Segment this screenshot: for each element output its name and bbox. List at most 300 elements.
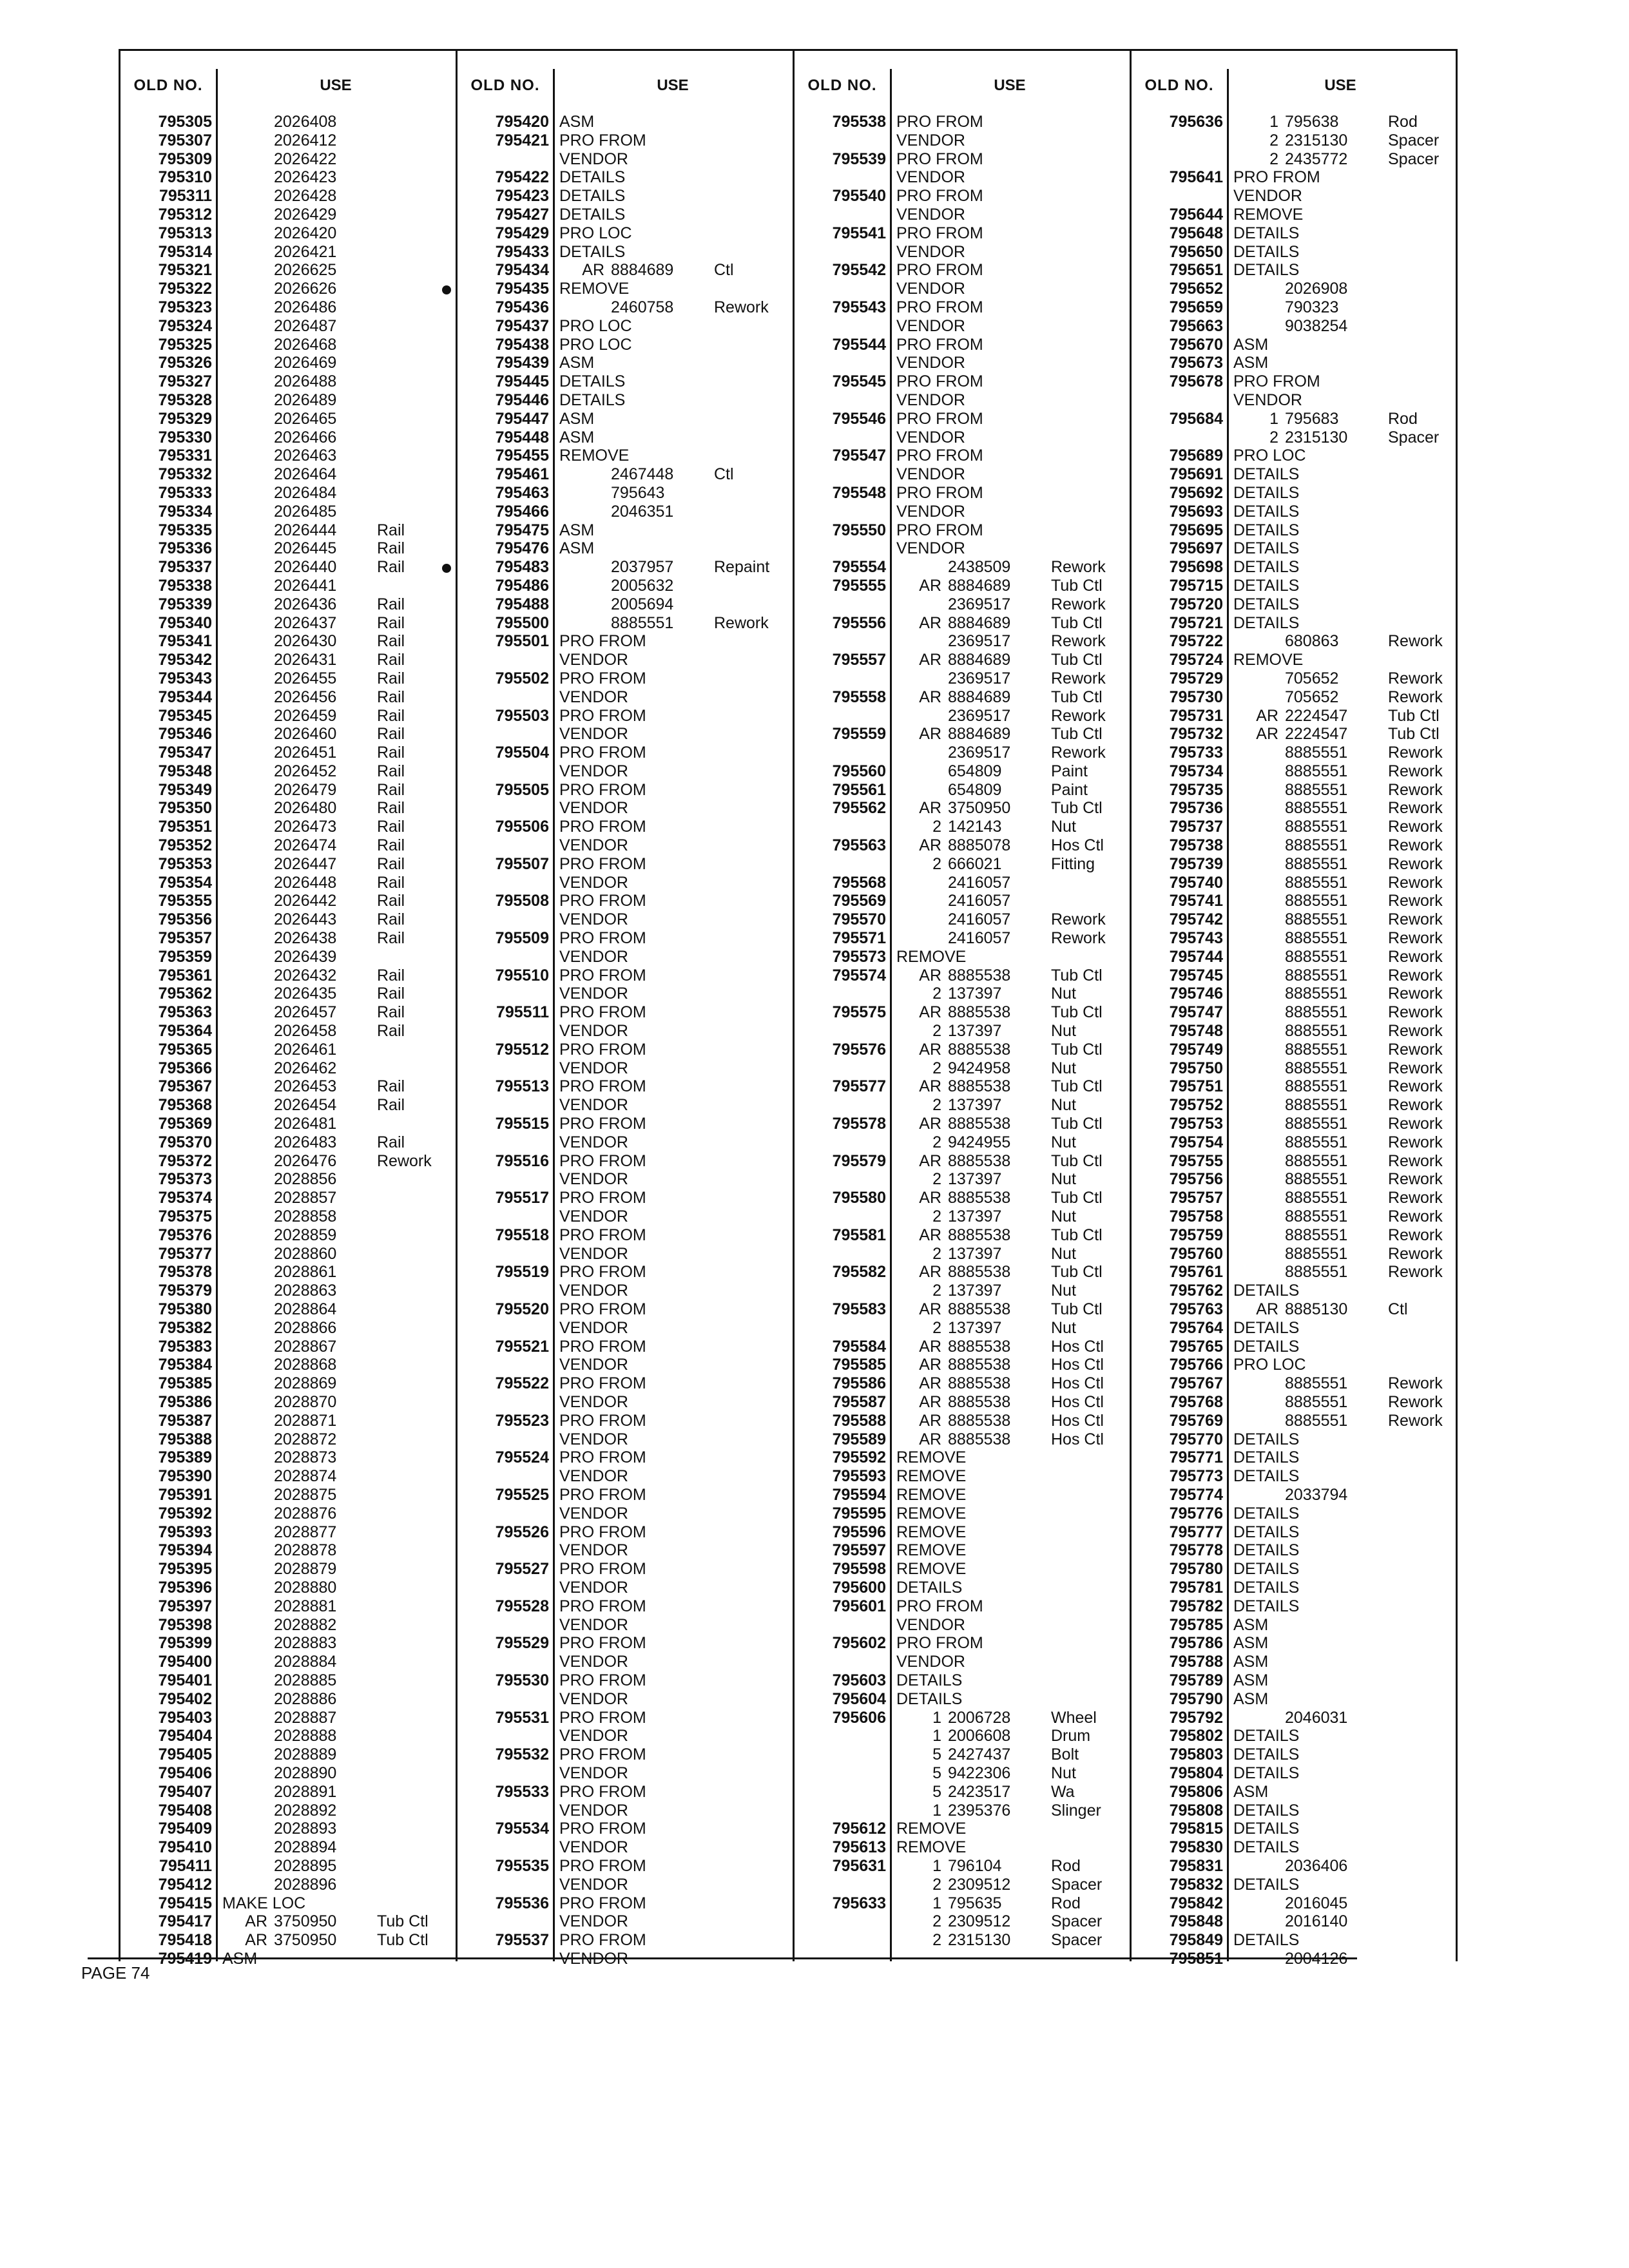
use-description: Tub Ctl <box>1051 576 1103 595</box>
table-row <box>120 1115 456 1133</box>
use-action: ASM <box>1233 1634 1269 1653</box>
use-action: PRO FROM <box>896 483 983 502</box>
table-row <box>458 1745 793 1764</box>
old-number: 795539 <box>832 149 886 168</box>
bottom-rule <box>88 1957 1357 1959</box>
use-action: VENDOR <box>559 1615 628 1634</box>
old-number: 795388 <box>158 1430 212 1448</box>
table-row <box>458 206 793 224</box>
use-part-number: 2028863 <box>274 1282 337 1300</box>
use-part-number: 8885538 <box>948 1392 1011 1411</box>
use-description: Rail <box>377 910 405 929</box>
table-row <box>795 168 1130 187</box>
use-part-number: 795683 <box>1285 409 1339 428</box>
use-action: DETAILS <box>559 390 626 409</box>
use-part-number: 137397 <box>948 1207 1002 1226</box>
use-action: VENDOR <box>559 1207 628 1226</box>
old-number: 795332 <box>158 465 212 484</box>
use-action: ASM <box>559 539 595 558</box>
old-number: 795740 <box>1169 873 1223 892</box>
use-part-number: 8885538 <box>948 1003 1011 1022</box>
use-part-number: 8885551 <box>1285 1244 1348 1263</box>
table-row <box>1132 1448 1454 1467</box>
use-description: Tub Ctl <box>1051 1151 1103 1170</box>
old-number: 795353 <box>158 854 212 873</box>
use-description: Rail <box>377 744 405 762</box>
use-part-number: 2369517 <box>948 632 1011 651</box>
table-row <box>1132 1356 1454 1374</box>
use-action: DETAILS <box>1233 1578 1300 1597</box>
table-row <box>120 150 456 169</box>
table-row <box>458 1430 793 1449</box>
old-number: 795659 <box>1169 298 1223 316</box>
table-row <box>1132 1152 1454 1171</box>
table-row <box>458 1616 793 1635</box>
use-quantity: AR <box>919 1356 941 1374</box>
old-number: 795486 <box>495 576 549 595</box>
old-number: 795510 <box>495 966 549 985</box>
table-row <box>1132 1894 1454 1913</box>
old-number: 795733 <box>1169 744 1223 762</box>
use-part-number: 8885551 <box>1285 1411 1348 1430</box>
use-part-number: 2028881 <box>274 1597 337 1615</box>
old-number: 795648 <box>1169 224 1223 242</box>
use-description: Hos Ctl <box>1051 1356 1104 1374</box>
use-action: ASM <box>1233 1615 1269 1634</box>
table-row <box>458 539 793 558</box>
use-part-number: 8884689 <box>948 687 1011 706</box>
use-action: VENDOR <box>559 836 628 855</box>
use-part-number: 2369517 <box>948 669 1011 687</box>
use-part-number: 2309512 <box>948 1875 1011 1894</box>
use-quantity: AR <box>919 725 941 744</box>
table-row <box>458 298 793 317</box>
use-action: PRO FROM <box>559 780 646 799</box>
table-row <box>120 1764 456 1783</box>
use-action: DETAILS <box>896 1671 963 1689</box>
use-description: Rework <box>377 1151 432 1170</box>
old-number: 795513 <box>495 1077 549 1096</box>
table-row <box>458 1912 793 1931</box>
table-row <box>1132 1059 1454 1078</box>
use-description: Tub Ctl <box>1388 706 1440 725</box>
use-part-number: 8885538 <box>948 1300 1011 1318</box>
table-row <box>1132 539 1454 558</box>
old-number: 795370 <box>158 1133 212 1151</box>
old-number: 795561 <box>832 780 886 799</box>
table-row <box>1132 1115 1454 1133</box>
old-number: 795366 <box>158 1059 212 1077</box>
use-header: USE <box>1324 77 1356 94</box>
table-row <box>795 1077 1130 1096</box>
use-description: Rework <box>1388 1170 1443 1189</box>
use-part-number: 2026451 <box>274 744 337 762</box>
table-row <box>795 1579 1130 1597</box>
table-row <box>1132 131 1454 150</box>
use-action: DETAILS <box>559 242 626 261</box>
column-header <box>120 51 456 104</box>
use-description: Rework <box>1388 1003 1443 1022</box>
old-number: 795341 <box>158 632 212 651</box>
table-row <box>1132 1133 1454 1152</box>
use-quantity: 2 <box>932 818 941 836</box>
old-number: 795589 <box>832 1430 886 1448</box>
old-number: 795596 <box>832 1523 886 1541</box>
table-row <box>795 521 1130 540</box>
use-part-number: 2028878 <box>274 1541 337 1560</box>
table-row <box>120 1245 456 1264</box>
old-number: 795544 <box>832 335 886 354</box>
table-row <box>458 1022 793 1041</box>
use-quantity: 2 <box>1269 428 1278 447</box>
old-number: 795427 <box>495 205 549 224</box>
table-column-1 <box>120 51 458 1968</box>
use-action: PRO FROM <box>559 929 646 948</box>
use-action: DETAILS <box>1233 1430 1300 1448</box>
old-number: 795419 <box>158 1949 212 1968</box>
use-action: VENDOR <box>1233 187 1302 206</box>
table-row <box>458 1876 793 1894</box>
use-description: Rail <box>377 836 405 855</box>
use-part-number: 8885551 <box>1285 929 1348 948</box>
old-number: 795737 <box>1169 818 1223 836</box>
use-part-number: 8885551 <box>1285 985 1348 1003</box>
table-row <box>1132 1170 1454 1189</box>
old-number: 795511 <box>496 1003 549 1022</box>
use-action: PRO FROM <box>559 818 646 836</box>
table-row <box>120 577 456 595</box>
use-part-number: 2026488 <box>274 372 337 391</box>
old-number: 795356 <box>158 910 212 929</box>
table-row <box>795 874 1130 892</box>
use-action: PRO FROM <box>559 1597 646 1615</box>
old-number: 795339 <box>158 595 212 613</box>
table-row <box>1132 669 1454 688</box>
use-part-number: 8885551 <box>1285 1096 1348 1115</box>
use-part-number: 2028894 <box>274 1838 337 1857</box>
old-number: 795695 <box>1169 521 1223 539</box>
use-part-number: 2028883 <box>274 1634 337 1653</box>
table-row <box>795 187 1130 206</box>
table-row <box>1132 1041 1454 1059</box>
old-number: 795760 <box>1169 1244 1223 1263</box>
use-description: Spacer <box>1388 131 1440 149</box>
old-number: 795420 <box>495 113 549 131</box>
old-number: 795325 <box>158 335 212 354</box>
use-part-number: 2026484 <box>274 483 337 502</box>
old-number: 795542 <box>832 261 886 280</box>
use-description: Rework <box>1051 929 1106 948</box>
old-number: 795574 <box>832 966 886 985</box>
table-row <box>120 521 456 540</box>
use-part-number: 3750950 <box>948 799 1011 818</box>
table-row <box>795 465 1130 484</box>
use-description: Rail <box>377 762 405 780</box>
use-action: REMOVE <box>896 947 967 966</box>
table-row <box>458 113 793 131</box>
table-row <box>458 1690 793 1709</box>
use-action: VENDOR <box>896 205 965 224</box>
old-number: 795555 <box>832 576 886 595</box>
old-number: 795350 <box>158 799 212 818</box>
use-description: Nut <box>1051 818 1076 836</box>
use-description: Spacer <box>1051 1931 1103 1950</box>
old-number: 795678 <box>1169 372 1223 391</box>
use-part-number: 2028869 <box>274 1374 337 1393</box>
table-row <box>795 910 1130 929</box>
old-number: 795593 <box>832 1467 886 1486</box>
old-number: 795343 <box>158 669 212 687</box>
use-part-number: 8885551 <box>1285 762 1348 780</box>
old-number: 795729 <box>1169 669 1223 687</box>
old-number: 795692 <box>1169 483 1223 502</box>
use-description: Nut <box>1051 1763 1076 1782</box>
use-quantity: AR <box>919 1077 941 1096</box>
use-description: Rework <box>1388 1096 1443 1115</box>
column-header <box>795 51 1130 104</box>
old-number: 795519 <box>495 1263 549 1282</box>
table-row <box>795 1448 1130 1467</box>
use-description: Rod <box>1051 1894 1081 1912</box>
table-row <box>795 1430 1130 1449</box>
table-row <box>458 317 793 336</box>
use-action: PRO FROM <box>896 187 983 206</box>
old-number: 795391 <box>158 1485 212 1504</box>
table-row <box>795 484 1130 503</box>
use-description: Rod <box>1388 409 1418 428</box>
old-number: 795752 <box>1169 1096 1223 1115</box>
use-part-number: 2026453 <box>274 1077 337 1096</box>
old-number: 795352 <box>158 836 212 855</box>
use-action: ASM <box>1233 335 1269 354</box>
use-part-number: 8885551 <box>1285 1077 1348 1096</box>
use-description: Rework <box>1388 687 1443 706</box>
use-action: PRO FROM <box>896 261 983 280</box>
table-row <box>1132 1226 1454 1245</box>
use-description: Rail <box>377 854 405 873</box>
table-row <box>120 614 456 633</box>
table-row <box>120 910 456 929</box>
table-row <box>458 354 793 372</box>
use-quantity: AR <box>919 1374 941 1393</box>
use-description: Spacer <box>1388 149 1440 168</box>
use-action: DETAILS <box>1233 595 1300 613</box>
table-row <box>795 410 1130 428</box>
old-number: 795405 <box>158 1745 212 1764</box>
use-description: Rail <box>377 706 405 725</box>
old-number: 795831 <box>1169 1856 1223 1875</box>
old-number: 795748 <box>1169 1022 1223 1041</box>
old-number: 795536 <box>495 1894 549 1912</box>
use-part-number: 2467448 <box>611 465 674 484</box>
use-part-number: 705652 <box>1285 687 1339 706</box>
use-part-number: 2026430 <box>274 632 337 651</box>
old-number: 795394 <box>158 1541 212 1560</box>
table-row <box>1132 1690 1454 1709</box>
use-description: Rework <box>1388 985 1443 1003</box>
table-row <box>1132 484 1454 503</box>
old-number: 795311 <box>159 187 212 206</box>
use-description: Rework <box>1051 558 1106 577</box>
table-row <box>1132 929 1454 948</box>
use-part-number: 2026412 <box>274 131 337 149</box>
table-row <box>795 1115 1130 1133</box>
old-number: 795476 <box>495 539 549 558</box>
use-action: PRO FROM <box>559 1040 646 1059</box>
old-number: 795651 <box>1169 261 1223 280</box>
use-quantity: AR <box>1256 1300 1278 1318</box>
use-action: DETAILS <box>1233 483 1300 502</box>
use-part-number: 8885130 <box>1285 1300 1348 1318</box>
use-description: Rework <box>1388 1077 1443 1096</box>
use-part-number: 2026481 <box>274 1115 337 1133</box>
old-number: 795396 <box>158 1578 212 1597</box>
use-action: PRO FROM <box>559 1151 646 1170</box>
table-row <box>795 855 1130 874</box>
table-row <box>795 1356 1130 1374</box>
use-description: Rework <box>1388 744 1443 762</box>
old-number: 795305 <box>158 113 212 131</box>
table-row <box>795 206 1130 224</box>
use-action: DETAILS <box>1233 1931 1300 1950</box>
use-quantity: 5 <box>932 1763 941 1782</box>
use-quantity: 2 <box>932 1133 941 1151</box>
use-action: PRO FROM <box>559 854 646 873</box>
use-part-number: 2416057 <box>948 873 1011 892</box>
table-row <box>458 391 793 410</box>
column-rows <box>795 113 1130 1950</box>
use-quantity: 5 <box>932 1745 941 1764</box>
use-part-number: 2028882 <box>274 1615 337 1634</box>
old-number: 795848 <box>1169 1912 1223 1931</box>
use-part-number: 2026454 <box>274 1096 337 1115</box>
old-number: 795789 <box>1169 1671 1223 1689</box>
use-quantity: 1 <box>932 1801 941 1820</box>
use-description: Rework <box>1388 1151 1443 1170</box>
table-row <box>458 1560 793 1579</box>
table-row <box>1132 243 1454 262</box>
old-number: 795777 <box>1169 1523 1223 1541</box>
use-part-number: 9422306 <box>948 1763 1011 1782</box>
old-number: 795503 <box>495 706 549 725</box>
table-row <box>1132 614 1454 633</box>
old-number: 795600 <box>832 1578 886 1597</box>
use-quantity: 2 <box>932 1912 941 1931</box>
old-number: 795541 <box>832 224 886 242</box>
column-rows <box>1132 113 1454 1968</box>
use-part-number: 137397 <box>948 1244 1002 1263</box>
use-part-number: 2005632 <box>611 576 674 595</box>
old-number: 795540 <box>832 187 886 206</box>
table-row <box>120 1579 456 1597</box>
use-action: ASM <box>1233 354 1269 372</box>
use-quantity: AR <box>919 1300 941 1318</box>
table-row <box>458 725 793 744</box>
use-part-number: 2026438 <box>274 929 337 948</box>
table-row <box>795 1338 1130 1356</box>
use-part-number: 8884689 <box>948 576 1011 595</box>
use-description: Tub Ctl <box>1051 1263 1103 1282</box>
old-number: 795790 <box>1169 1689 1223 1708</box>
old-number: 795322 <box>158 280 212 298</box>
old-number: 795347 <box>158 744 212 762</box>
table-row <box>795 1560 1130 1579</box>
table-row <box>120 1820 456 1838</box>
table-row <box>458 150 793 169</box>
use-quantity: 1 <box>932 1894 941 1912</box>
table-row <box>458 447 793 465</box>
use-description: Nut <box>1051 1059 1076 1077</box>
use-part-number: 8885551 <box>1285 780 1348 799</box>
old-number: 795507 <box>495 854 549 873</box>
use-action: ASM <box>559 409 595 428</box>
use-description: Paint <box>1051 762 1088 780</box>
old-number: 795383 <box>158 1337 212 1356</box>
table-row <box>1132 1523 1454 1542</box>
table-row <box>795 113 1130 131</box>
use-part-number: 795643 <box>611 483 665 502</box>
table-row <box>458 1077 793 1096</box>
use-quantity: AR <box>919 1337 941 1356</box>
old-number: 795578 <box>832 1115 886 1133</box>
old-number: 795764 <box>1169 1318 1223 1337</box>
table-row <box>458 1207 793 1226</box>
table-row <box>458 632 793 651</box>
table-row <box>458 762 793 781</box>
table-row <box>458 1282 793 1300</box>
old-number: 795488 <box>495 595 549 613</box>
use-description: Spacer <box>1388 428 1440 447</box>
table-row <box>795 1838 1130 1857</box>
old-number: 795506 <box>495 818 549 836</box>
table-row <box>120 1300 456 1319</box>
use-description: Rework <box>1388 1189 1443 1207</box>
table-row <box>120 1486 456 1504</box>
use-part-number: 2026466 <box>274 428 337 447</box>
old-number: 795545 <box>832 372 886 391</box>
table-row <box>795 1820 1130 1838</box>
use-description: Rail <box>377 651 405 669</box>
use-description: Tub Ctl <box>1051 799 1103 818</box>
use-part-number: 8884689 <box>948 725 1011 744</box>
table-row <box>458 484 793 503</box>
use-description: Rail <box>377 818 405 836</box>
table-row <box>458 1653 793 1671</box>
use-action: VENDOR <box>559 873 628 892</box>
use-quantity: 2 <box>1269 131 1278 149</box>
use-action: VENDOR <box>559 1318 628 1337</box>
old-number: 795830 <box>1169 1838 1223 1857</box>
use-description: Rework <box>1388 1040 1443 1059</box>
use-action: ASM <box>1233 1689 1269 1708</box>
use-quantity: AR <box>919 1189 941 1207</box>
use-action: DETAILS <box>1233 1763 1300 1782</box>
table-row <box>795 707 1130 726</box>
old-number: 795404 <box>158 1727 212 1745</box>
table-row <box>1132 1931 1454 1950</box>
use-description: Rail <box>377 929 405 948</box>
use-description: Tub Ctl <box>1051 1077 1103 1096</box>
table-row <box>795 1263 1130 1282</box>
use-action: REMOVE <box>1233 651 1304 669</box>
use-description: Rework <box>1388 780 1443 799</box>
table-row <box>458 1467 793 1486</box>
use-action: DETAILS <box>1233 521 1300 539</box>
use-description: Rework <box>1051 632 1106 651</box>
use-action: VENDOR <box>896 316 965 335</box>
old-number: 795601 <box>832 1597 886 1615</box>
use-description: Rework <box>1388 1207 1443 1226</box>
